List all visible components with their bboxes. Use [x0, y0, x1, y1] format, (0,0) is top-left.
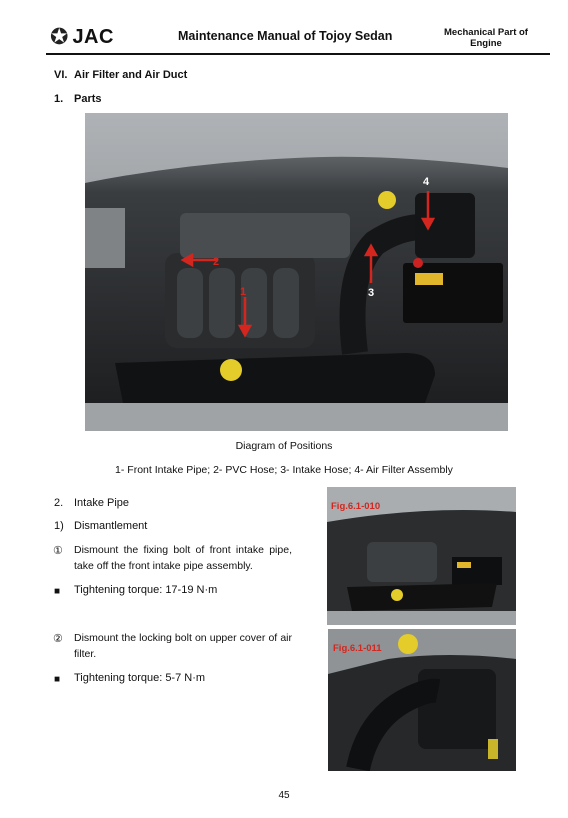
- section-label: [436, 27, 536, 49]
- step-title: Dismantlement: [74, 520, 148, 532]
- intake-pipe-number: 2.: [54, 497, 64, 509]
- figure-legend: 1- Front Intake Pipe; 2- PVC Hose; 3- Intake Hose; 4- Air Filter Assembly: [115, 464, 453, 476]
- section-label-line1: Mechanical Part of: [444, 27, 528, 38]
- item1-marker: ①: [53, 545, 63, 557]
- engine-bay-photo: [85, 113, 508, 431]
- callout-2: 2: [213, 256, 220, 268]
- item1-text: Dismount the fixing bolt of front intake pipe, take off the front intake pipe assembly.: [74, 544, 292, 572]
- subsection-number: 1.: [54, 93, 64, 105]
- header-rule: [46, 53, 550, 55]
- figure-caption: Diagram of Positions: [235, 440, 333, 452]
- section-label-line2: Engine: [470, 38, 502, 49]
- jac-logo: [50, 26, 140, 48]
- jac-star-icon: ✪: [50, 24, 69, 49]
- subsection-title: Parts: [74, 93, 102, 105]
- engine-bay-illustration: [85, 113, 508, 431]
- step-number: 1): [54, 520, 64, 532]
- callout-3: 3: [368, 287, 375, 299]
- intake-pipe-title: Intake Pipe: [74, 497, 130, 509]
- section-number: VI.: [54, 69, 68, 81]
- torque-2: Tightening torque: 5-7 N·m: [74, 672, 206, 684]
- callout-4: 4: [423, 176, 430, 188]
- page-number: 45: [278, 790, 290, 801]
- bullet2-icon: ■: [54, 674, 61, 685]
- manual-title: Maintenance Manual of Tojoy Sedan: [178, 29, 393, 43]
- torque-1: Tightening torque: 17-19 N·m: [74, 584, 218, 596]
- bullet1-icon: ■: [54, 586, 61, 597]
- section-title: Air Filter and Air Duct: [74, 69, 188, 81]
- fig-6-1-011-label: Fig.6.1-011: [333, 643, 382, 654]
- logo-text: JAC: [72, 25, 114, 48]
- item2-text: Dismount the locking bolt on upper cover of air filter.: [74, 632, 292, 660]
- fig-6-1-010-label: Fig.6.1-010: [331, 501, 381, 512]
- callout-1: 1: [240, 286, 247, 298]
- item2-marker: ②: [53, 633, 63, 645]
